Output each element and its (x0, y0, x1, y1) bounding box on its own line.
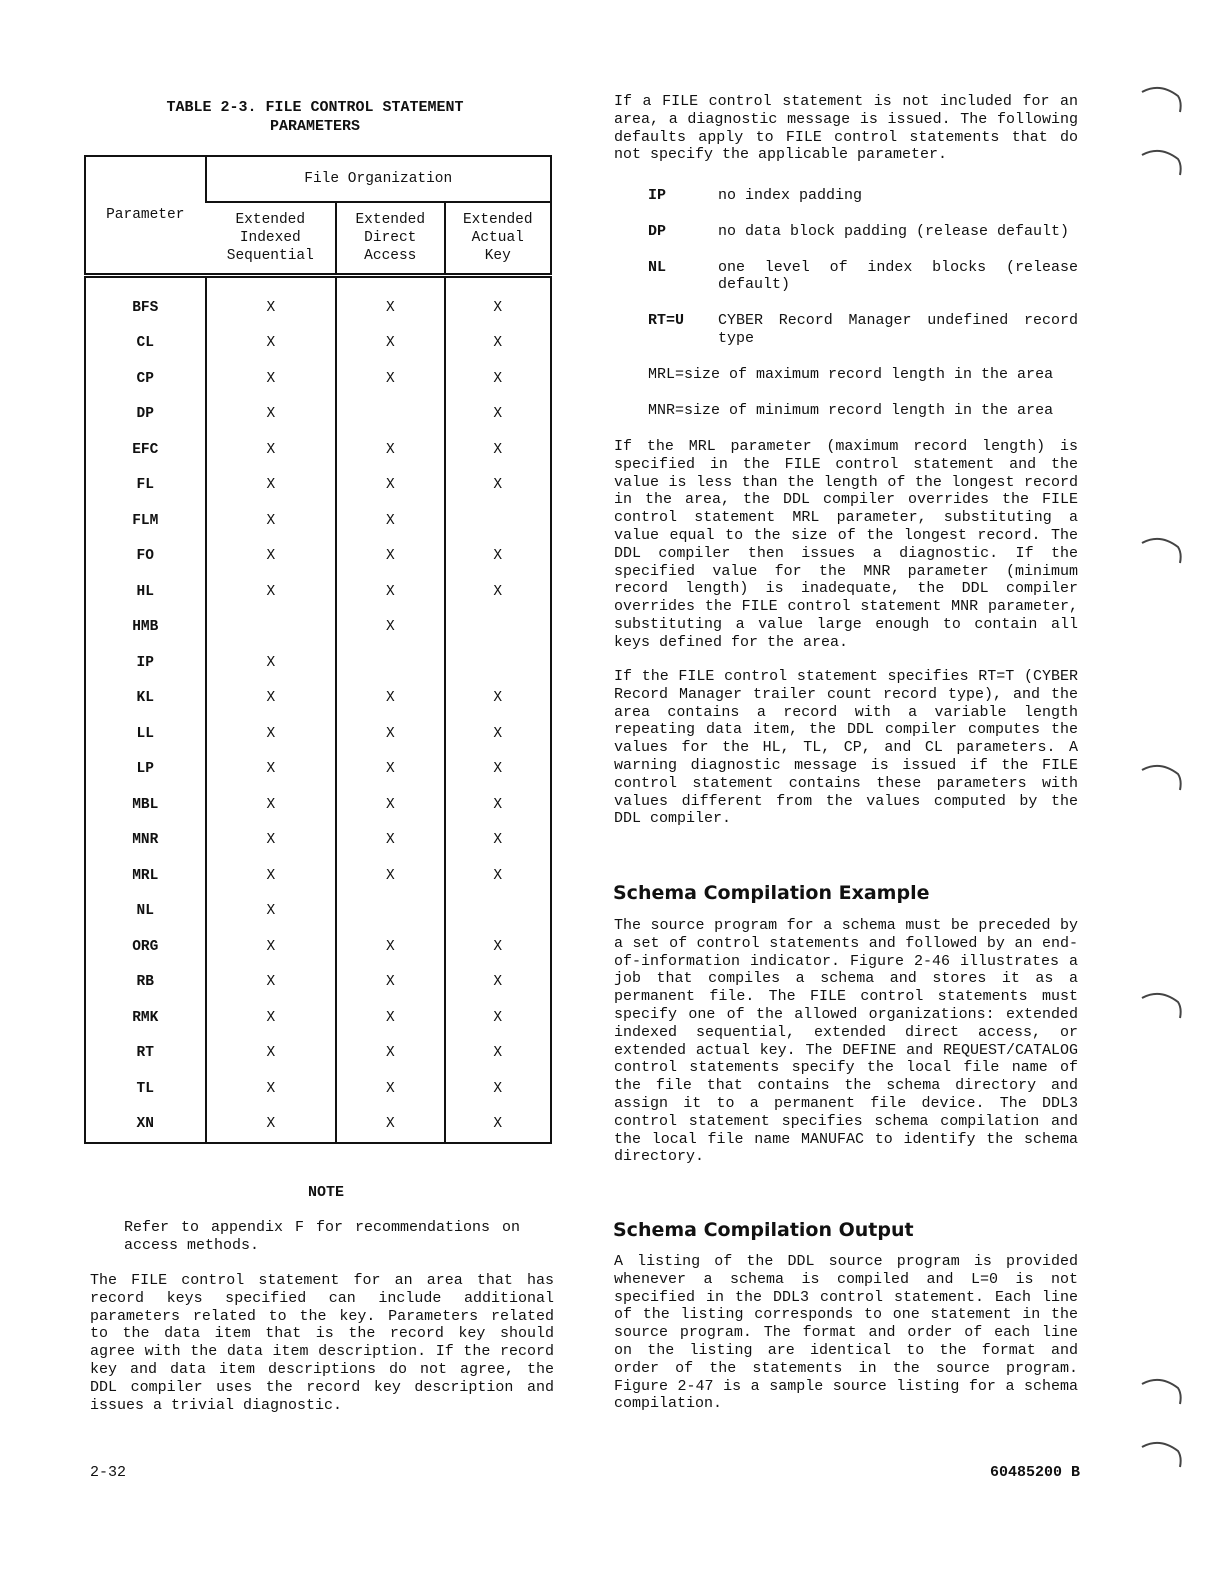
indexed-sequential-cell: X (206, 1107, 337, 1144)
indexed-sequential-cell: X (206, 503, 337, 539)
indexed-sequential-cell: X (206, 1000, 337, 1036)
table-title-line1: TABLE 2-3. FILE CONTROL STATEMENT (166, 99, 464, 116)
schema-compilation-output-paragraph: A listing of the DDL source program is provided whenever a schema is compiled and L=0 is not specified in the DDL3 control statement. Each line of the listing corresponds to one statement in the source program. The format and order of each line on the listing are identical to the format and order of the statements in the source program. Figure 2-47 is a sample source listing for a schema compilation. (614, 1253, 1078, 1413)
direct-access-cell: X (336, 276, 444, 326)
column-header-extended-direct-access: Extended Direct Access (336, 202, 444, 276)
record-key-paragraph: The FILE control statement for an area that has record keys specified can include additional parameters related to the key. Parameters related to the data item that is the record key should agree with the data item description. If the record key and data item descriptions do not agree, the DDL compiler uses the record key description and issues a trivial diagnostic. (90, 1272, 554, 1414)
heading-schema-compilation-output: Schema Compilation Output (613, 1219, 914, 1241)
table-row (85, 965, 551, 1001)
parameter-cell: ORG (132, 938, 159, 955)
parameter-cell: FL (136, 477, 154, 494)
actual-key-cell (445, 503, 551, 539)
column-header-extended-actual-key: Extended Actual Key (445, 202, 551, 276)
parameter-cell: CL (136, 335, 154, 352)
indexed-sequential-cell: X (206, 929, 337, 965)
parameter-cell: MBL (132, 796, 159, 813)
binder-hole-icon (1138, 760, 1184, 794)
indexed-sequential-cell (206, 610, 337, 646)
table-row (85, 858, 551, 894)
direct-access-cell: X (336, 503, 444, 539)
table-row (85, 539, 551, 575)
binder-hole-icon (1138, 1437, 1184, 1471)
actual-key-cell: X (445, 574, 551, 610)
direct-access-cell: X (336, 752, 444, 788)
indexed-sequential-cell: X (206, 574, 337, 610)
table-body (85, 276, 551, 1144)
indexed-sequential-cell: X (206, 397, 337, 433)
actual-key-cell: X (445, 326, 551, 362)
parameter-cell: MNR (132, 832, 159, 849)
direct-access-cell: X (336, 965, 444, 1001)
indexed-sequential-cell: X (206, 894, 337, 930)
direct-access-cell: X (336, 1000, 444, 1036)
parameter-cell: LL (136, 725, 154, 742)
parameter-cell: FLM (132, 512, 159, 529)
parameter-cell: EFC (132, 441, 159, 458)
default-item: DP no data block padding (release default) (648, 222, 1070, 240)
parameter-cell: FO (136, 548, 154, 565)
indexed-sequential-cell: X (206, 468, 337, 504)
default-item: IP no index padding (648, 187, 863, 204)
actual-key-cell: X (445, 276, 551, 326)
actual-key-cell: X (445, 1000, 551, 1036)
mrl-paragraph: If the MRL parameter (maximum record length) is specified in the FILE control statement and the value is less than the length of the longest record in the area, the DDL compiler overrides the FILE control statement MRL parameter, substituting a value equal to the size of the longest record. The DDL compiler then issues a diagnostic. If the specified value for the MNR parameter (minimum record length) is inadequate, the DDL compiler overrides the FILE control statement MNR parameter, substituting a value large enough to contain all keys defined for the area. (614, 438, 1078, 651)
table-row (85, 894, 551, 930)
direct-access-cell (336, 645, 444, 681)
defaults-list (648, 187, 1078, 437)
binder-hole-icon (1138, 1374, 1184, 1408)
direct-access-cell: X (336, 468, 444, 504)
actual-key-cell: X (445, 432, 551, 468)
actual-key-cell: X (445, 1107, 551, 1144)
binder-hole-icon (1138, 988, 1184, 1022)
note-text: Refer to appendix F for recommendations on access methods. (124, 1219, 520, 1254)
table-row (85, 1071, 551, 1107)
indexed-sequential-cell: X (206, 432, 337, 468)
actual-key-cell: X (445, 1036, 551, 1072)
indexed-sequential-cell: X (206, 645, 337, 681)
indexed-sequential-cell: X (206, 1036, 337, 1072)
indexed-sequential-cell: X (206, 752, 337, 788)
indexed-sequential-cell: X (206, 858, 337, 894)
table-row (85, 574, 551, 610)
indexed-sequential-cell: X (206, 539, 337, 575)
actual-key-cell: X (445, 468, 551, 504)
indexed-sequential-cell: X (206, 823, 337, 859)
parameter-cell: TL (136, 1080, 154, 1097)
actual-key-cell: X (445, 858, 551, 894)
parameter-cell: KL (136, 690, 154, 707)
table-row (85, 1036, 551, 1072)
indexed-sequential-cell: X (206, 326, 337, 362)
table-row (85, 610, 551, 646)
direct-access-cell (336, 894, 444, 930)
actual-key-cell: X (445, 681, 551, 717)
parameter-cell: XN (136, 1116, 154, 1133)
table-row (85, 326, 551, 362)
table-row (85, 645, 551, 681)
heading-schema-compilation-example: Schema Compilation Example (613, 882, 930, 904)
table-row (85, 681, 551, 717)
table-row (85, 361, 551, 397)
direct-access-cell: X (336, 361, 444, 397)
schema-compilation-example-paragraph: The source program for a schema must be preceded by a set of control statements and followed by an end-of-information indicator. Figure 2-46 illustrates a job that compiles a schema and stores it as a permanent file. The FILE control statements must specify one of the allowed organizations: extended indexed sequential, extended direct access, or extended actual key. The DEFINE and REQUEST/CATALOG control statements specify the local file name of the file that contains the schema directory and assign it to a permanent file device. The DDL3 control statement specifies schema compilation and the local file name MANUFAC to identify the schema directory. (614, 917, 1078, 1166)
table-row (85, 468, 551, 504)
file-organization-header: File Organization (206, 156, 551, 202)
default-mrl: MRL=size of maximum record length in the area (648, 365, 1054, 383)
column-header-extended-indexed-sequential: Extended Indexed Sequential (206, 202, 337, 276)
indexed-sequential-cell: X (206, 787, 337, 823)
actual-key-cell: X (445, 539, 551, 575)
parameter-cell: MRL (132, 867, 159, 884)
parameter-cell: DP (136, 406, 154, 423)
actual-key-cell: X (445, 787, 551, 823)
parameter-cell: RT (136, 1045, 154, 1062)
table-row (85, 929, 551, 965)
direct-access-cell: X (336, 610, 444, 646)
indexed-sequential-cell: X (206, 716, 337, 752)
actual-key-cell: X (445, 397, 551, 433)
parameter-cell: RMK (132, 1009, 159, 1026)
default-mnr: MNR=size of minimum record length in the area (648, 401, 1054, 419)
parameter-cell: LP (136, 761, 154, 778)
default-item: RT=U CYBER Record Manager undefined record type (648, 312, 1078, 347)
actual-key-cell: X (445, 361, 551, 397)
table-row (85, 823, 551, 859)
direct-access-cell (336, 397, 444, 433)
direct-access-cell: X (336, 539, 444, 575)
binder-hole-icon (1138, 145, 1184, 179)
default-item: NL one level of index blocks (release default) (648, 258, 1078, 294)
direct-access-cell: X (336, 574, 444, 610)
table-row (85, 716, 551, 752)
direct-access-cell: X (336, 1036, 444, 1072)
actual-key-cell: X (445, 823, 551, 859)
file-control-parameters-table (84, 155, 552, 1144)
table-row (85, 787, 551, 823)
actual-key-cell: X (445, 716, 551, 752)
page-number: 2-32 (90, 1464, 127, 1481)
direct-access-cell: X (336, 326, 444, 362)
indexed-sequential-cell: X (206, 965, 337, 1001)
indexed-sequential-cell: X (206, 276, 337, 326)
table-row (85, 752, 551, 788)
parameter-cell: CP (136, 370, 154, 387)
table-row (85, 432, 551, 468)
actual-key-cell: X (445, 1071, 551, 1107)
parameter-cell: RB (136, 974, 154, 991)
table-title-line2: PARAMETERS (269, 118, 360, 135)
indexed-sequential-cell: X (206, 1071, 337, 1107)
binder-hole-icon (1138, 82, 1184, 116)
parameter-cell: IP (136, 654, 154, 671)
note-heading: NOTE (308, 1184, 345, 1201)
document-number: 60485200 B (990, 1464, 1081, 1481)
direct-access-cell: X (336, 929, 444, 965)
rt-t-paragraph: If the FILE control statement specifies RT=T (CYBER Record Manager trailer count record type), and the area contains a record with a variable length repeating data item, the DDL compiler computes the values for the HL, TL, CP, and CL parameters. A warning diagnostic message is issued if the FILE control statement contains these parameters with values different from the values computed by the DDL compiler. (614, 668, 1078, 828)
table-title (150, 98, 480, 136)
parameter-cell: BFS (132, 299, 159, 316)
actual-key-cell (445, 894, 551, 930)
table-row (85, 1107, 551, 1144)
actual-key-cell: X (445, 752, 551, 788)
parameter-cell: HMB (132, 619, 159, 636)
parameter-cell: HL (136, 583, 154, 600)
binder-hole-icon (1138, 533, 1184, 567)
indexed-sequential-cell: X (206, 361, 337, 397)
table-row (85, 1000, 551, 1036)
actual-key-cell (445, 645, 551, 681)
defaults-intro-paragraph: If a FILE control statement is not included for an area, a diagnostic message is issued. The following defaults apply to FILE control statements that do not specify the applicable parameter. (614, 93, 1078, 164)
direct-access-cell: X (336, 787, 444, 823)
direct-access-cell: X (336, 681, 444, 717)
direct-access-cell: X (336, 1107, 444, 1144)
actual-key-cell: X (445, 965, 551, 1001)
direct-access-cell: X (336, 1071, 444, 1107)
parameter-cell: NL (136, 903, 154, 920)
direct-access-cell: X (336, 432, 444, 468)
table-row (85, 397, 551, 433)
parameter-column-header: Parameter (85, 156, 206, 276)
direct-access-cell: X (336, 823, 444, 859)
actual-key-cell (445, 610, 551, 646)
indexed-sequential-cell: X (206, 681, 337, 717)
table-row (85, 503, 551, 539)
actual-key-cell: X (445, 929, 551, 965)
direct-access-cell: X (336, 858, 444, 894)
table-row (85, 276, 551, 326)
direct-access-cell: X (336, 716, 444, 752)
